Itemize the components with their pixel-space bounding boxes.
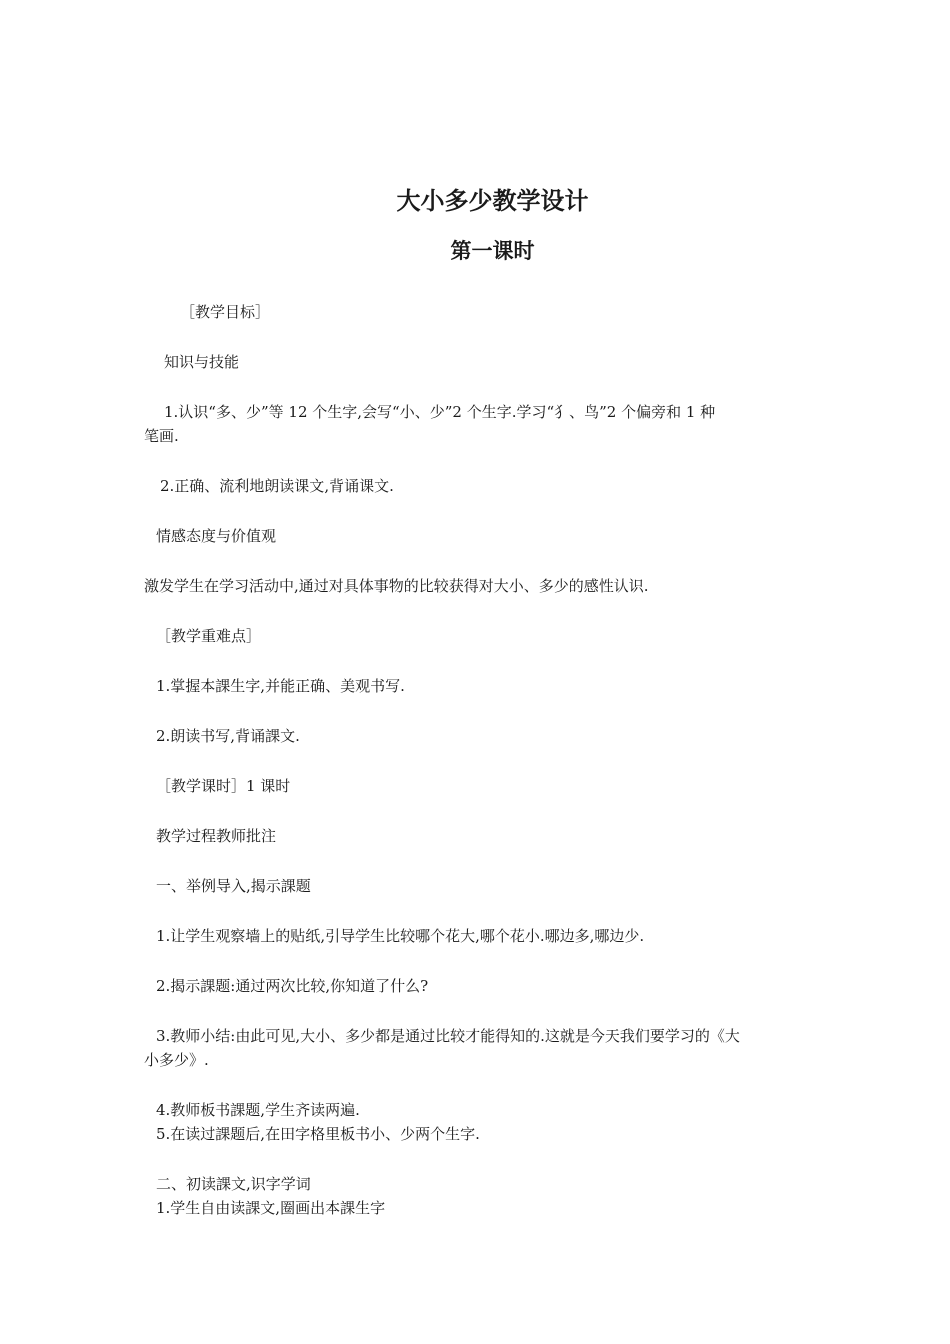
step-1-item-4: 4.教师板书課题,学生齐读两遍. bbox=[156, 1101, 360, 1119]
teaching-process-heading: 教学过程教师批注 bbox=[156, 827, 277, 845]
step-1-item-3: 3.教师小结:由此可见,大小、多少都是通过比较才能得知的.这就是今天我们要学习的《大 bbox=[156, 1027, 740, 1045]
section-heading-objectives: ［教学目标］ bbox=[180, 303, 271, 321]
subheading-emotion-values: 情感态度与价值观 bbox=[156, 527, 277, 545]
step-heading-2: 二、初读課文,识字学词 bbox=[156, 1175, 311, 1193]
objective-item-1-continued: 笔画. bbox=[144, 427, 179, 445]
section-heading-class-hours: ［教学课时］1 课时 bbox=[156, 777, 291, 795]
document-subtitle: 第一课时 bbox=[450, 238, 535, 263]
document-title: 大小多少教学设计 bbox=[396, 186, 589, 215]
key-point-2: 2.朗读书写,背诵課文. bbox=[156, 727, 300, 745]
step-1-item-3-continued: 小多少》. bbox=[144, 1051, 209, 1069]
step-2-item-1: 1.学生自由读課文,圈画出本課生字 bbox=[156, 1199, 386, 1217]
objective-item-2: 2.正确、流利地朗读课文,背诵课文. bbox=[160, 477, 394, 495]
step-heading-1: 一、举例导入,揭示課题 bbox=[156, 877, 311, 895]
emotion-values-text: 激发学生在学习活动中,通过对具体事物的比较获得对大小、多少的感性认识. bbox=[144, 577, 649, 595]
step-1-item-2: 2.揭示課题:通过两次比较,你知道了什么? bbox=[156, 977, 429, 995]
step-1-item-1: 1.让学生观察墙上的贴纸,引导学生比较哪个花大,哪个花小.哪边多,哪边少. bbox=[156, 927, 645, 945]
section-heading-key-points: ［教学重难点］ bbox=[156, 627, 262, 645]
subheading-knowledge-skills: 知识与技能 bbox=[164, 353, 240, 371]
step-1-item-5: 5.在读过課题后,在田字格里板书小、少两个生字. bbox=[156, 1125, 480, 1143]
objective-item-1: 1.认识“多、少”等 12 个生字,会写“小、少”2 个生字.学习“犭、鸟”2 个偏旁和 1 种 bbox=[164, 403, 716, 421]
key-point-1: 1.掌握本課生字,并能正确、美观书写. bbox=[156, 677, 405, 695]
